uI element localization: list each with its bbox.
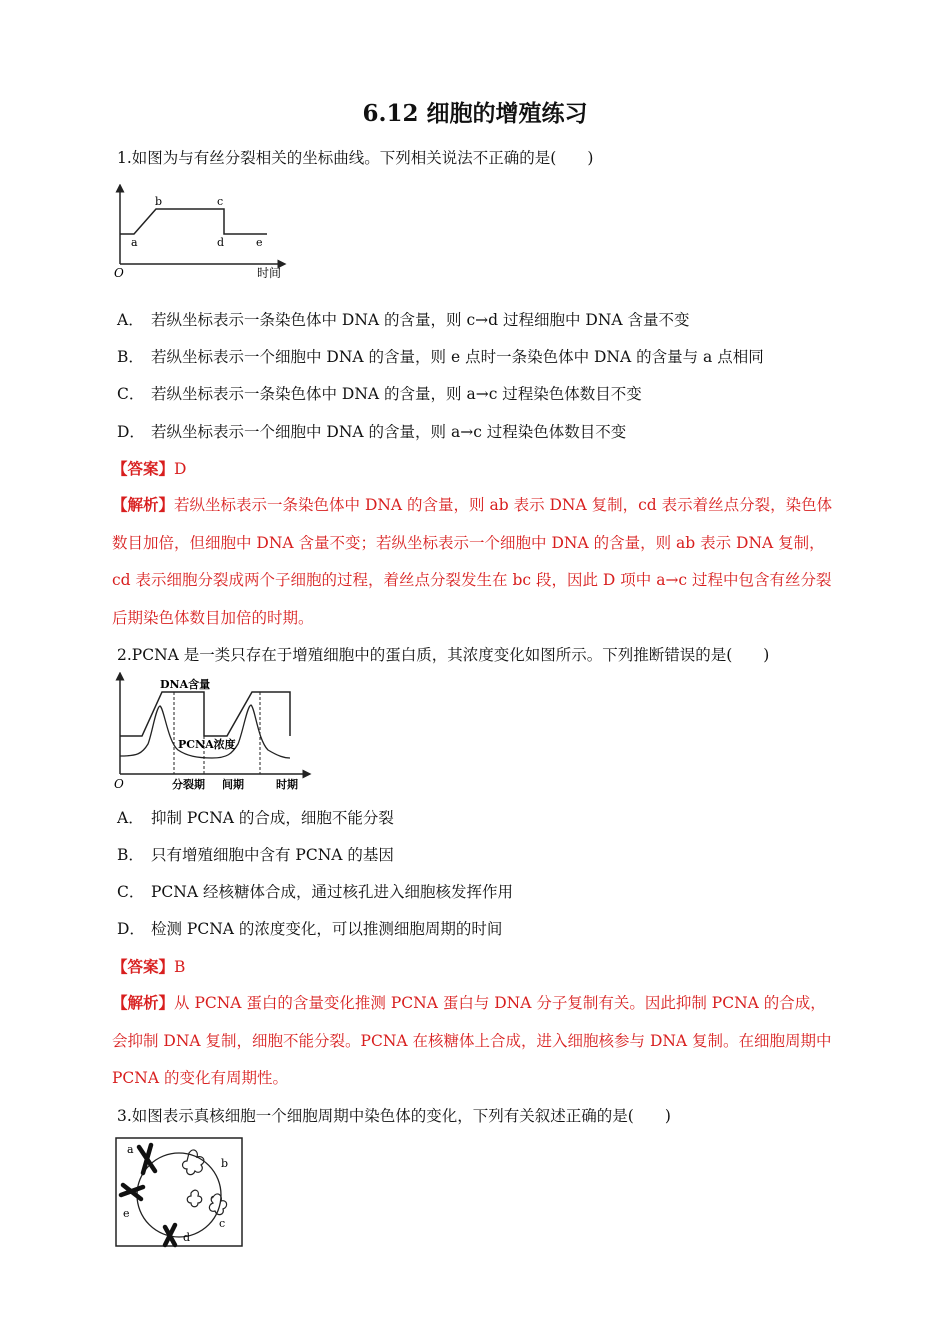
q3-label-a: a: [127, 1143, 134, 1156]
q1-origin: O: [114, 266, 124, 280]
q2-option-a[interactable]: A． 抑制 PCNA 的合成，细胞不能分裂: [117, 809, 394, 827]
q1-option-a[interactable]: A． 若纵坐标表示一条染色体中 DNA 的含量，则 c→d 过程细胞中 DNA 含量不变: [117, 311, 690, 329]
q1-x-label: 时间: [257, 266, 282, 280]
q1-answer: 【答案】D: [112, 459, 187, 478]
q1-point-a: a: [131, 236, 138, 249]
q2-phase-2: 间期: [222, 778, 244, 791]
q2-dna-curve: [120, 692, 290, 736]
q3-figure: [115, 1137, 245, 1249]
q3-label-d: d: [183, 1231, 191, 1244]
q2-x-label: 时期: [276, 778, 298, 791]
q2-explanation: 【解析】从 PCNA 蛋白的含量变化推测 PCNA 蛋白与 DNA 分子复制有关。因此抑制 PCNA 的合成，会抑制 DNA 复制，细胞不能分裂。PCNA 在核糖体上合成，进入细胞核参与 DNA 复制。在细胞周期中 PCNA 的变化有周期性。: [112, 993, 832, 1087]
q1-curve: [120, 209, 267, 234]
q1-stem: 1.如图为与有丝分裂相关的坐标曲线。下列相关说法不正确的是( ): [117, 149, 594, 167]
q3-chromosome-e: [121, 1185, 143, 1199]
q2-origin: O: [114, 777, 124, 791]
q2-dna-label: DNA含量: [160, 678, 211, 691]
q2-figure: [112, 672, 312, 797]
q2-pcna-label: PCNA浓度: [178, 738, 236, 751]
q2-phase-1: 分裂期: [172, 778, 205, 791]
q2-answer: 【答案】B: [112, 957, 186, 976]
page-title: 6.12 细胞的增殖练习: [362, 100, 588, 127]
q3-label-e: e: [123, 1207, 130, 1220]
q1-option-b[interactable]: B． 若纵坐标表示一个细胞中 DNA 的含量，则 e 点时一条染色体中 DNA 的含量与 a 点相同: [117, 348, 764, 366]
q1-point-d: d: [217, 236, 225, 249]
q3-label-b: b: [221, 1157, 229, 1170]
q2-option-c[interactable]: C． PCNA 经核糖体合成，通过核孔进入细胞核发挥作用: [117, 883, 513, 901]
q1-option-c[interactable]: C． 若纵坐标表示一条染色体中 DNA 的含量，则 a→c 过程染色体数目不变: [117, 385, 642, 403]
q1-option-d[interactable]: D． 若纵坐标表示一个细胞中 DNA 的含量，则 a→c 过程染色体数目不变: [117, 423, 627, 441]
q1-figure: [112, 184, 292, 284]
q2-option-b[interactable]: B． 只有增殖细胞中含有 PCNA 的基因: [117, 846, 394, 864]
q1-point-e: e: [256, 236, 263, 249]
q2-stem: 2.PCNA 是一类只存在于增殖细胞中的蛋白质，其浓度变化如图所示。下列推断错误的是( ): [117, 646, 770, 664]
q2-option-d[interactable]: D． 检测 PCNA 的浓度变化，可以推测细胞周期的时间: [117, 920, 503, 938]
q3-stem: 3.如图表示真核细胞一个细胞周期中染色体的变化，下列有关叙述正确的是( ): [117, 1107, 671, 1125]
q1-point-c: c: [217, 195, 224, 208]
q3-label-c: c: [219, 1217, 226, 1230]
q1-point-b: b: [155, 195, 163, 208]
q1-explanation: 【解析】若纵坐标表示一条染色体中 DNA 的含量，则 ab 表示 DNA 复制，cd 表示着丝点分裂，染色体数目加倍，但细胞中 DNA 含量不变；若纵坐标表示一个细胞中 DNA 的含量，则 ab 表示 DNA 复制，cd 表示细胞分裂成两个子细胞的过程，着丝点分裂发生在 bc 段，因此 D 项中 a→c 过程中包含有丝分裂后期染色体数目加倍的时期。: [112, 495, 833, 627]
